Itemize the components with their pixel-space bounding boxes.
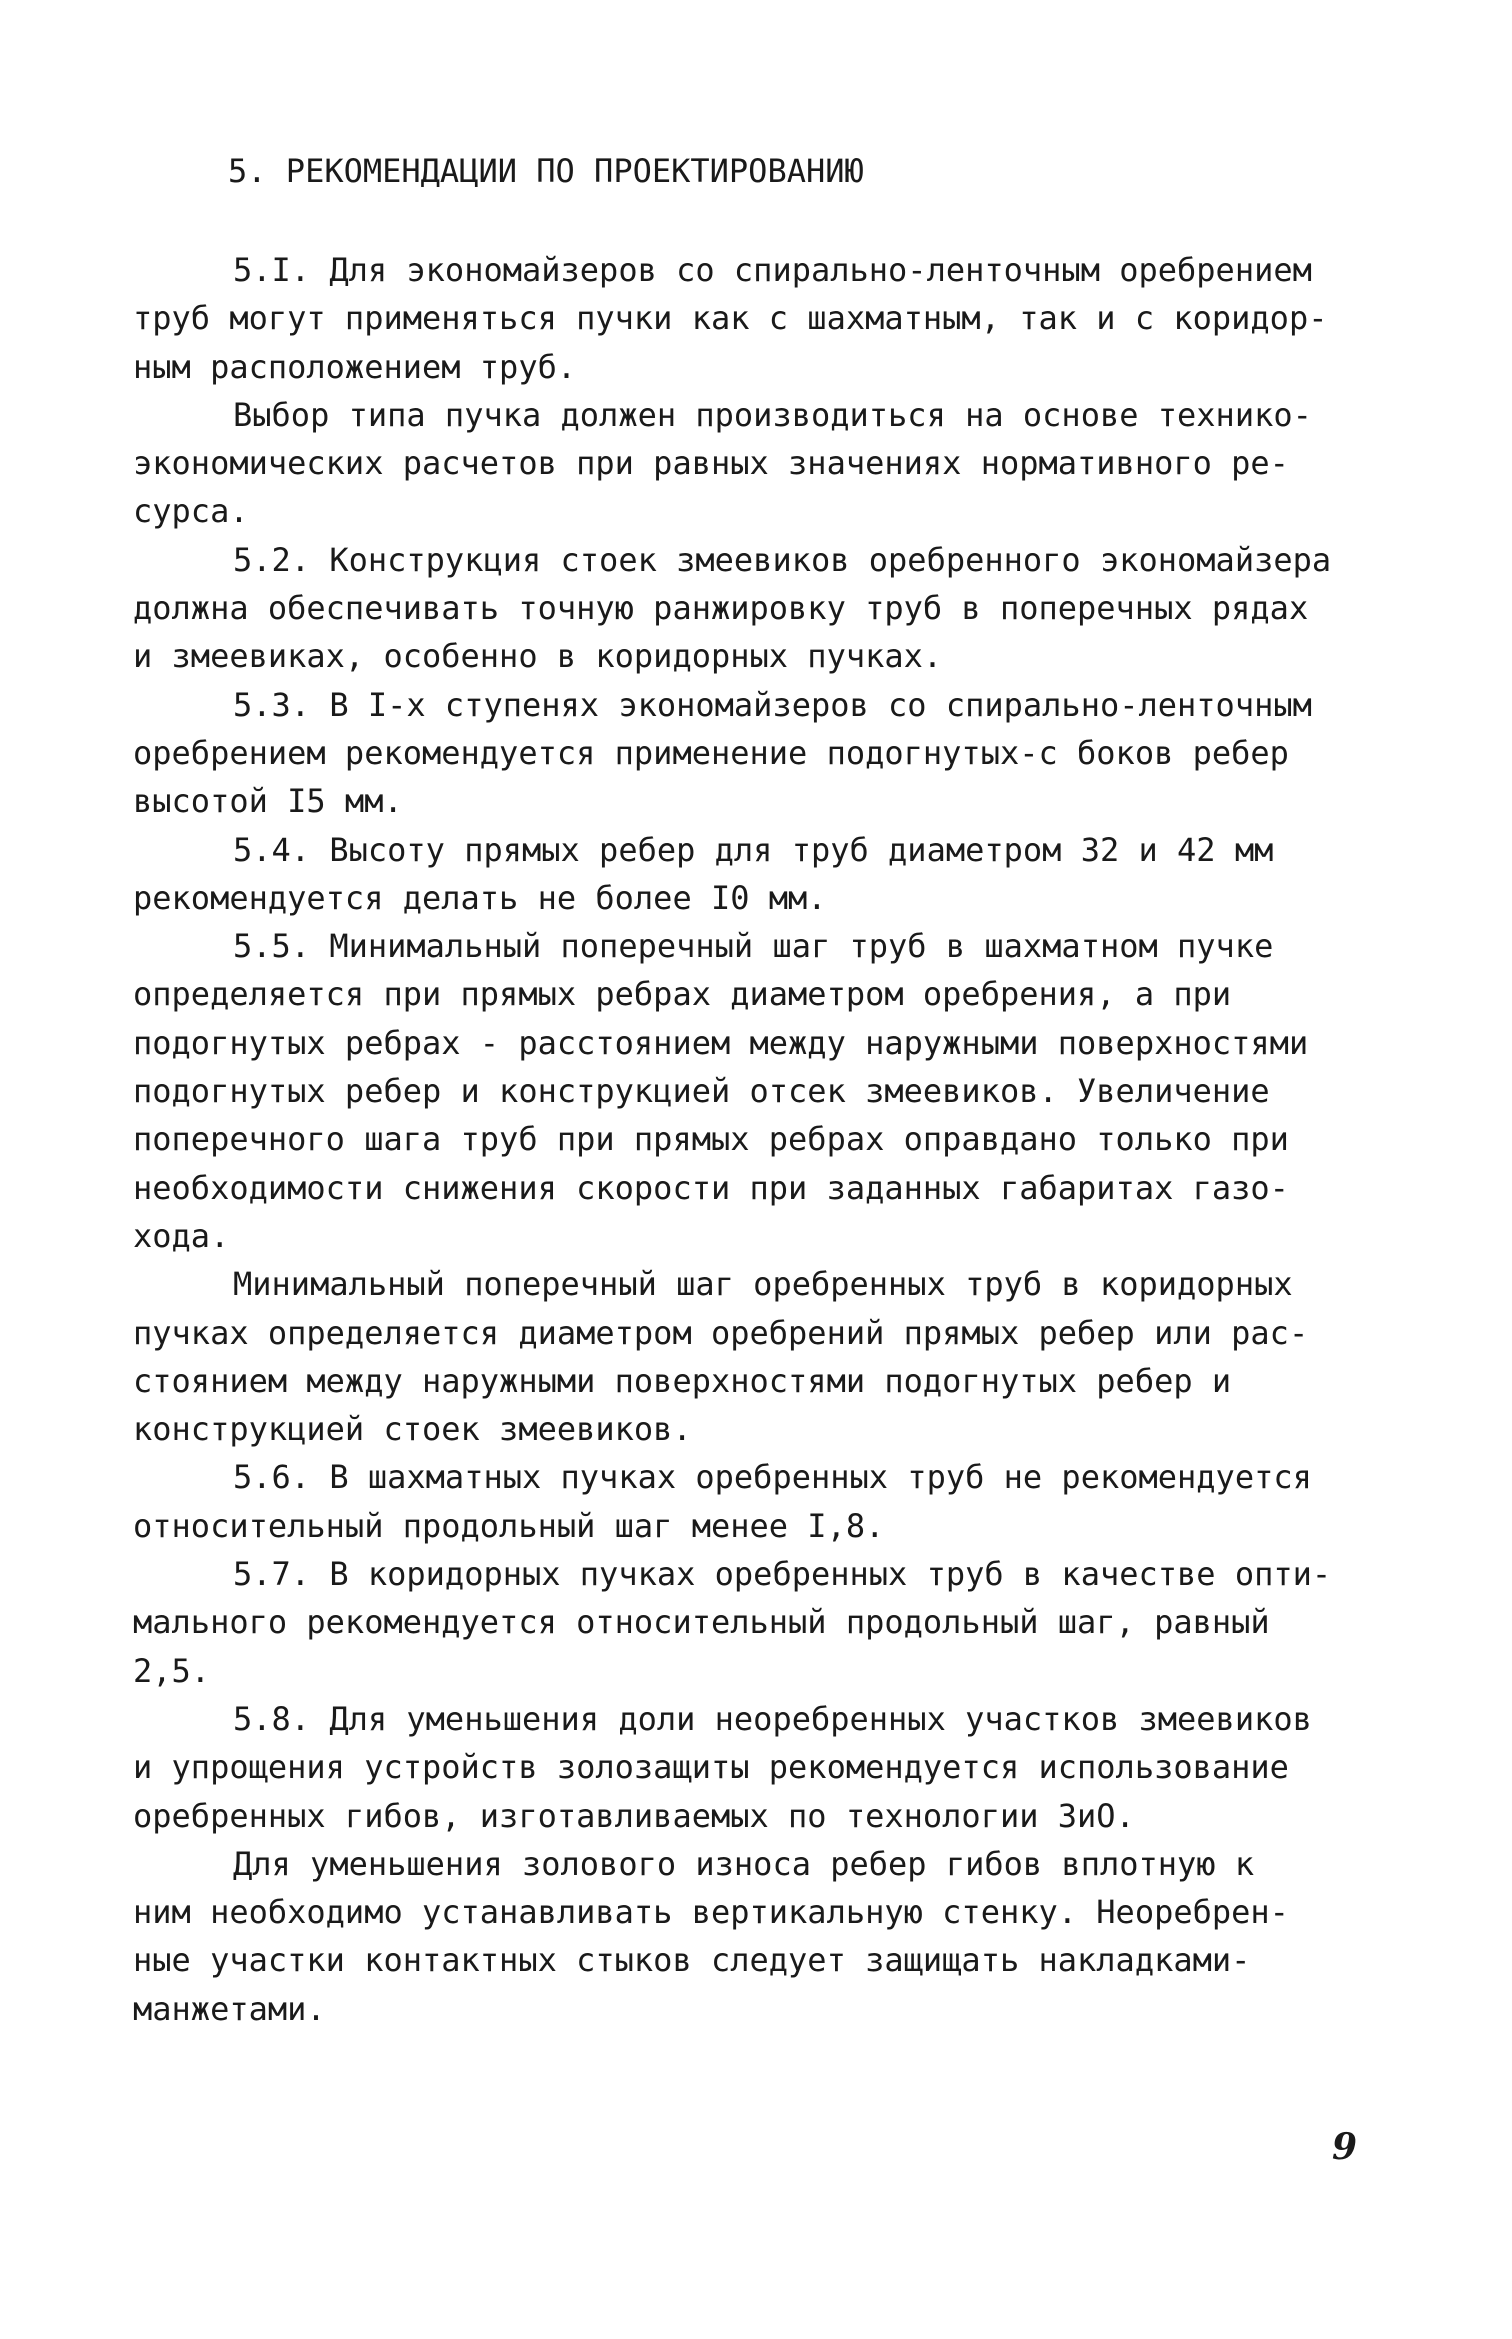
text-line: ные участки контактных стыков следует защищать накладками- [133, 1941, 1251, 1980]
text-line: конструкцией стоек змеевиков. [133, 1410, 692, 1449]
text-line: Для уменьшения золового износа ребер гибов вплотную к [233, 1844, 1255, 1883]
section-heading: 5. РЕКОМЕНДАЦИИ ПО ПРОЕКТИРОВАНИЮ [228, 152, 864, 190]
text-line: рекомендуется делать не более I0 мм. [133, 878, 827, 917]
body-text [133, 246, 1393, 2033]
text-line: поперечного шага труб при прямых ребрах оправдано только при [133, 1120, 1289, 1159]
text-line: ным расположением труб. [133, 347, 577, 386]
text-line: 5.2. Конструкция стоек змеевиков оребренного экономайзера [233, 540, 1332, 579]
page-number: 9 [1332, 2126, 1358, 2168]
text-line: и змеевиках, особенно в коридорных пучках. [133, 637, 943, 676]
text-line: сурса. [133, 492, 249, 531]
text-line: Выбор типа пучка должен производиться на основе технико- [233, 395, 1312, 434]
text-line: ним необходимо устанавливать вертикальную стенку. Неоребрен- [133, 1893, 1289, 1932]
text-line: определяется при прямых ребрах диаметром оребрения, а при [133, 975, 1232, 1014]
text-line: 2,5. [133, 1651, 211, 1690]
text-line: 5.7. В коридорных пучках оребренных труб в качестве опти- [233, 1555, 1332, 1594]
text-line: стоянием между наружными поверхностями подогнутых ребер и [133, 1361, 1232, 1400]
text-line: мального рекомендуется относительный продольный шаг, равный [133, 1603, 1270, 1642]
text-line: 5.5. Минимальный поперечный шаг труб в шахматном пучке [233, 927, 1274, 966]
text-line: Минимальный поперечный шаг оребренных труб в коридорных [233, 1265, 1293, 1304]
text-line: высотой I5 мм. [133, 782, 403, 821]
text-line: 5.8. Для уменьшения доли неоребренных участков змеевиков [233, 1699, 1312, 1738]
text-line: подогнутых ребрах - расстоянием между наружными поверхностями [133, 1023, 1309, 1062]
text-line: 5.6. В шахматных пучках оребренных труб не рекомендуется [233, 1458, 1312, 1497]
text-line: 5.4. Высоту прямых ребер для труб диаметром 32 и 42 мм [233, 830, 1274, 869]
text-line: подогнутых ребер и конструкцией отсек змеевиков. Увеличение [133, 1072, 1270, 1111]
text-line: относительный продольный шаг менее I,8. [133, 1506, 885, 1545]
text-line: экономических расчетов при равных значениях нормативного ре- [133, 444, 1289, 483]
text-line: труб могут применяться пучки как с шахматным, так и с коридор- [133, 299, 1328, 338]
text-line: 5.I. Для экономайзеров со спирально-ленточным оребрением [233, 251, 1312, 289]
text-line: должна обеспечивать точную ранжировку труб в поперечных рядах [133, 589, 1309, 628]
text-line: оребрением рекомендуется применение подогнутых-с боков ребер [133, 733, 1289, 772]
text-line: оребренных гибов, изготавливаемых по технологии ЗиО. [133, 1796, 1135, 1835]
text-line: и упрощения устройств золозащиты рекомендуется использование [133, 1748, 1289, 1787]
text-line: хода. [133, 1216, 230, 1255]
text-line: 5.3. В I-х ступенях экономайзеров со спирально-ленточным [233, 685, 1312, 724]
text-line: необходимости снижения скорости при заданных габаритах газо- [133, 1168, 1289, 1207]
text-line: пучках определяется диаметром оребрений прямых ребер или рас- [133, 1313, 1309, 1352]
text-line: манжетами. [133, 1989, 326, 2028]
